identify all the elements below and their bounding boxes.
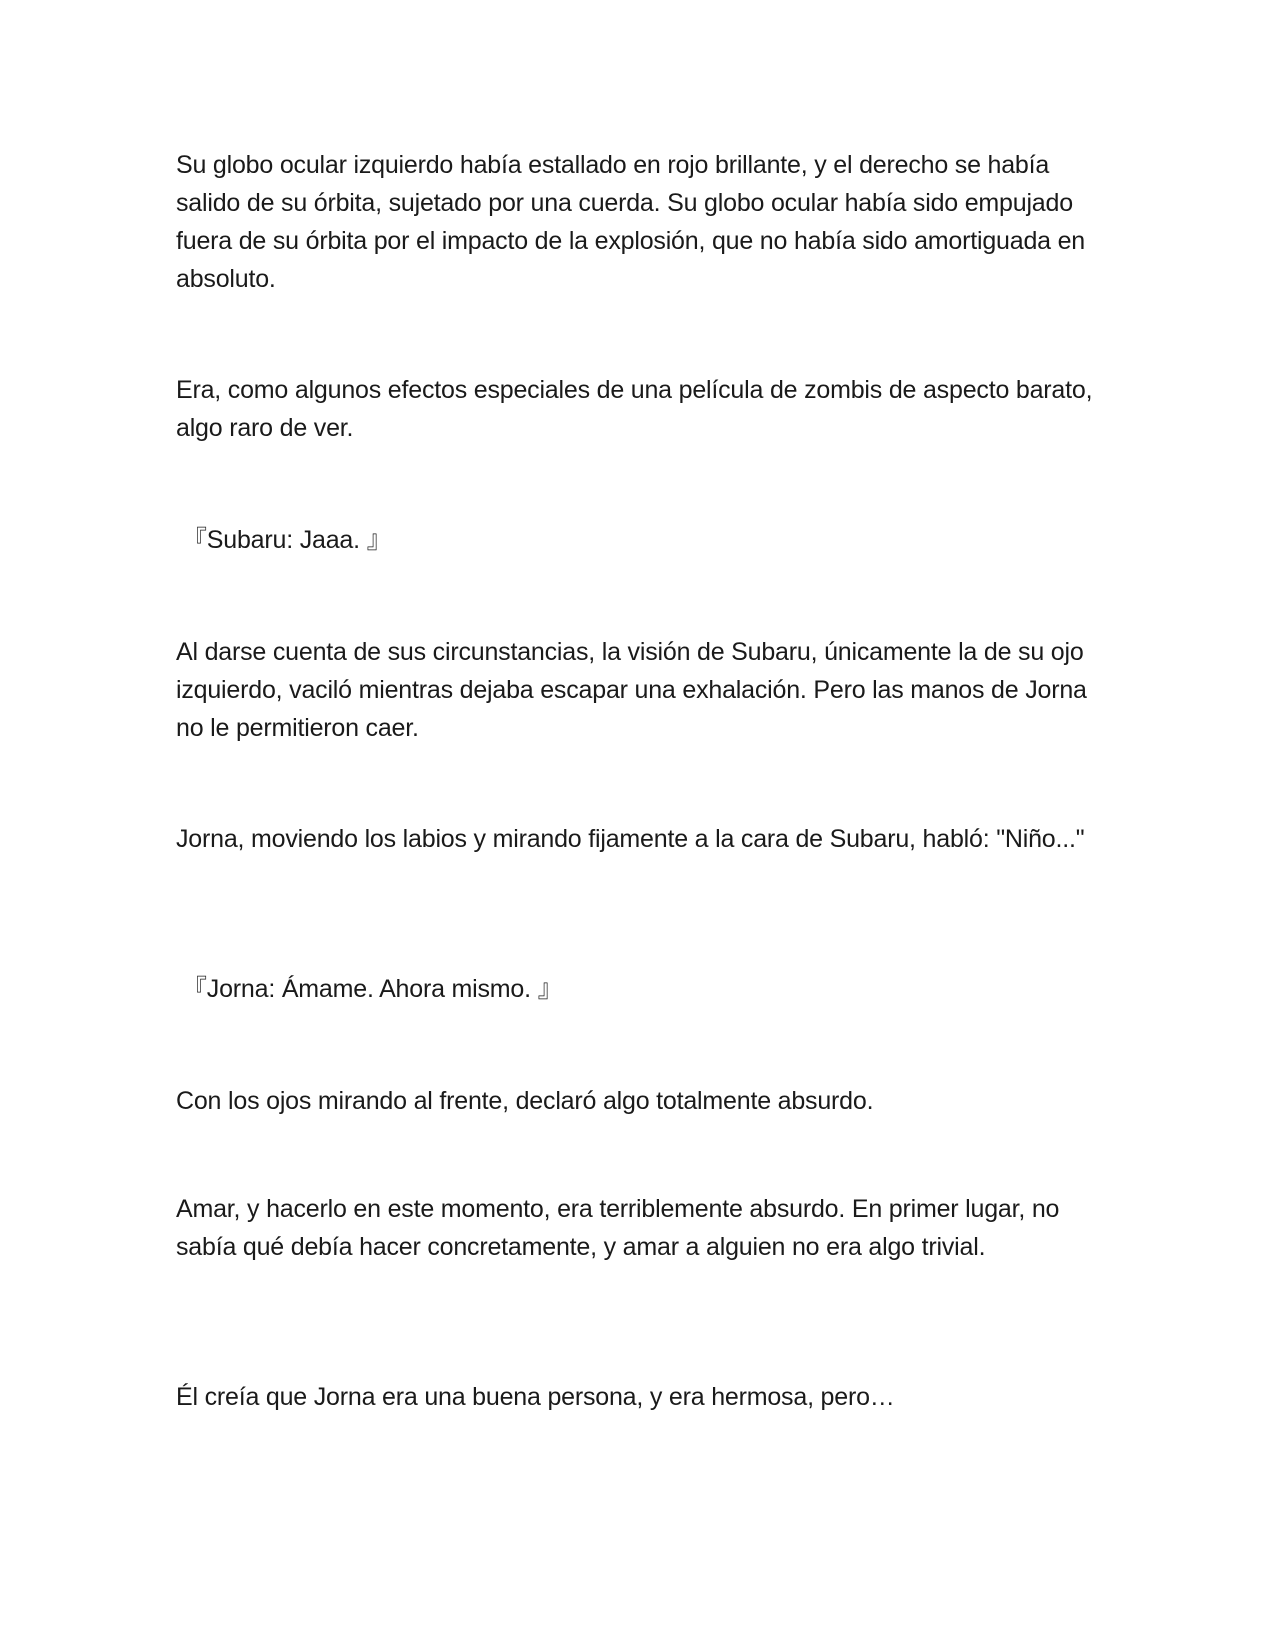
dialogue-subaru: 『Subaru: Jaaa. 』	[182, 526, 392, 554]
dialogue-jorna: 『Jorna: Ámame. Ahora mismo. 』	[182, 975, 563, 1003]
paragraph-jorna-good-person: Él creía que Jorna era una buena persona, y era hermosa, pero…	[176, 1383, 895, 1411]
paragraph-subaru-vision: Al darse cuenta de sus circunstancias, la visión de Subaru, únicamente la de su ojo izquierdo, vaciló mientras dejaba escapar una exhalación. Pero las manos de Jorna no le permitieron caer.	[176, 638, 1087, 742]
paragraph-zombie-comparison: Era, como algunos efectos especiales de una película de zombis de aspecto barato, algo raro de ver.	[176, 376, 1093, 442]
paragraph-absurd-declaration: Con los ojos mirando al frente, declaró algo totalmente absurdo.	[176, 1087, 874, 1115]
paragraph-jorna-speaks: Jorna, moviendo los labios y mirando fijamente a la cara de Subaru, habló: "Niño..."	[176, 825, 1085, 853]
paragraph-eye-description: Su globo ocular izquierdo había estallado en rojo brillante, y el derecho se había salido de su órbita, sujetado por una cuerda. Su globo ocular había sido empujado fuera de su órbita por el impacto de la explosión, que no había sido amortiguada en absoluto.	[176, 151, 1086, 293]
paragraph-love-absurd: Amar, y hacerlo en este momento, era terriblemente absurdo. En primer lugar, no sabía qué debía hacer concretamente, y amar a alguien no era algo trivial.	[176, 1195, 1060, 1261]
